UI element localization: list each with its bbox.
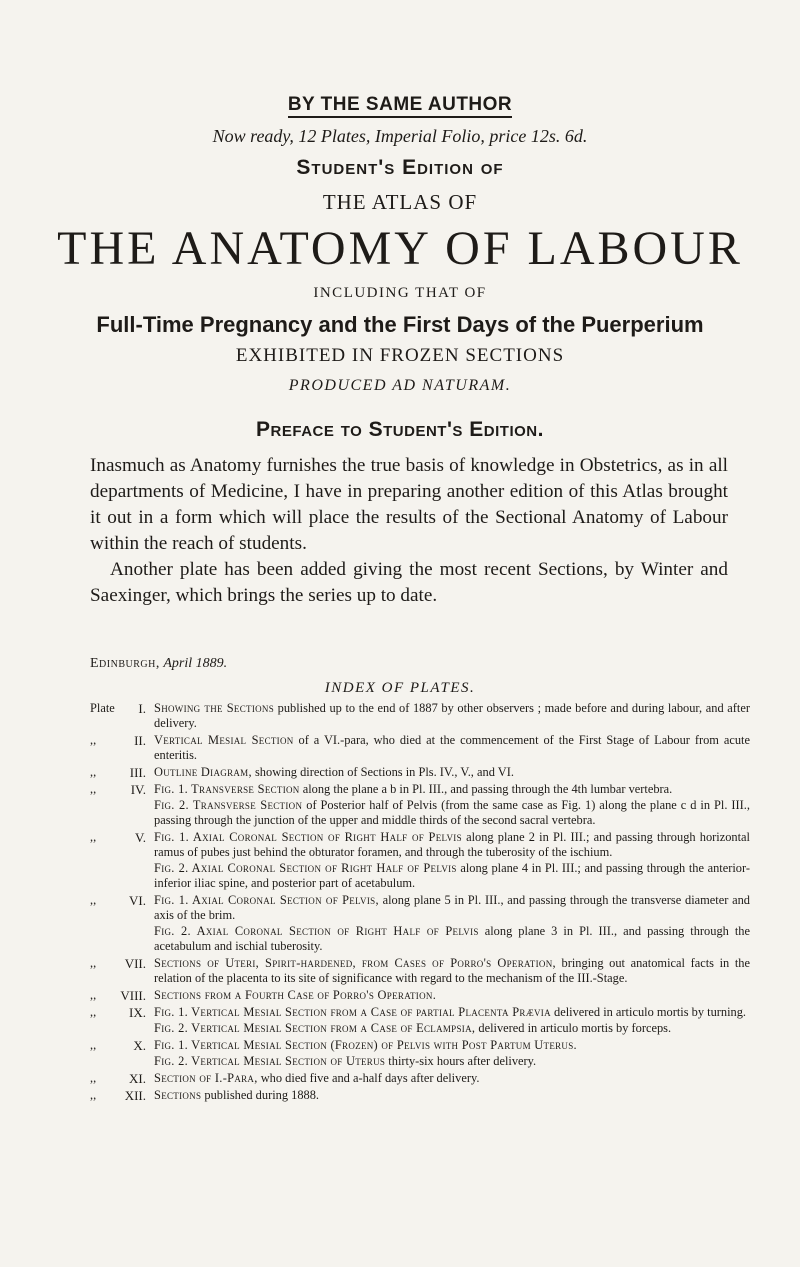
subtitle: Full-Time Pregnancy and the First Days of the Puerperium [96,312,704,337]
preface-body [90,453,728,609]
plate-entry [90,1005,750,1036]
plate-figure [154,1005,750,1020]
plate-description [154,830,750,891]
plate-figure [154,924,750,954]
plate-figure [154,1038,750,1053]
plate-number: VIII. [120,988,146,1003]
plate-number: X. [133,1038,146,1053]
plate-description [154,956,750,986]
plate-entry [90,1088,750,1103]
plate-number: VI. [129,893,146,908]
figure-lead: Fig. 1. Vertical Mesial Section (Frozen) of Pelvis with Post Partum Uterus. [154,1038,577,1052]
figure-lead: Outline Diagram, [154,765,252,779]
plate-number: IV. [130,782,146,797]
plate-entry [90,988,750,1003]
figure-text: published during 1888. [201,1088,320,1102]
plate-number: I. [138,701,146,716]
figure-text: along plane 5 in Pl. III., and passing through the transverse diameter and axis of the brim. [154,893,750,922]
plate-number: IX. [129,1005,146,1020]
plate-number: II. [134,733,146,748]
figure-text: along plane 3 in Pl. III., and passing through the acetabulum and ischial tuberosity. [154,924,751,953]
plate-figure [154,1088,750,1103]
book-title: THE ANATOMY OF LABOUR [57,222,743,275]
plate-description [154,765,750,780]
figure-lead: Fig. 1. Transverse Section [154,782,300,796]
including-line: INCLUDING THAT OF [313,285,487,301]
plate-description [154,701,750,731]
figure-lead: Sections from a Fourth Case of Porro's Operation. [154,988,437,1002]
plate-figure [154,1071,750,1086]
figure-lead: Sections [154,1088,202,1102]
index-heading: INDEX OF PLATES. [324,680,476,696]
plate-figure [154,733,750,763]
plate-entry [90,733,750,763]
plate-prefix: ,, [90,733,97,747]
availability-line: Now ready, 12 Plates, Imperial Folio, price 12s. 6d. [212,126,588,146]
figure-text: delivered in articulo mortis by forceps. [475,1021,672,1035]
plate-number: XII. [124,1088,146,1103]
figure-text: published up to the end of 1887 by other observers ; made before and during labour, and after delivery. [154,701,750,730]
plate-entry [90,830,750,891]
plate-prefix: ,, [90,1071,97,1085]
figure-text: thirty-six hours after delivery. [385,1054,537,1068]
plate-entry [90,782,750,828]
figure-lead: Fig. 2. Vertical Mesial Section of Uterus [154,1054,386,1068]
figure-lead: Fig. 1. Axial Coronal Section of Pelvis, [154,893,379,907]
plate-entry [90,701,750,731]
figure-text: of Posterior half of Pelvis (from the same case as Fig. 1) along the plane c d in Pl. III., passing through the junction of the upper and middle thirds of the second sacral vertebra. [154,798,750,827]
plates-list [90,701,750,1105]
plate-figure [154,798,750,828]
preface-heading: Preface to Student's Edition. [256,418,544,441]
plate-figure [154,1021,750,1036]
figure-text: along plane 4 in Pl. III.; and passing through the anterior-inferior iliac spine, and posterior part of acetabulum. [154,861,750,890]
plate-prefix: ,, [90,956,97,970]
figure-lead: Vertical Mesial Section [154,733,294,747]
figure-lead: Fig. 2. Axial Coronal Section of Right Half of Pelvis [154,861,457,875]
plate-number: XI. [129,1071,146,1086]
plate-prefix: ,, [90,988,97,1002]
plate-figure [154,830,750,860]
figure-text: along the plane a b in Pl. III., and passing through the 4th lumbar vertebra. [299,782,673,796]
plate-entry [90,1038,750,1069]
preface-signature [90,656,227,672]
plate-entry [90,956,750,986]
figure-lead: Fig. 2. Axial Coronal Section of Right Half of Pelvis [154,924,479,938]
figure-lead: Fig. 2. Transverse Section [154,798,303,812]
figure-text: along plane 2 in Pl. III.; and passing through horizontal ramus of pubes just behind the obturator foramen, and through the tuberosity of the ischium. [154,830,750,859]
plate-prefix: ,, [90,1088,97,1102]
produced-line: PRODUCED AD NATURAM. [288,377,512,394]
plate-description [154,782,750,828]
preface-paragraph: Another plate has been added giving the most recent Sections, by Winter and Saexinger, which brings the series up to date. [90,559,728,606]
figure-lead: Sections of Uteri, Spirit-hardened, from Cases of Porro's Operation, [154,956,556,970]
signature-date: April 1889. [163,656,228,671]
plate-figure [154,1054,750,1069]
figure-text: who died five and a-half days after delivery. [257,1071,480,1085]
figure-lead: Fig. 1. Axial Coronal Section of Right Half of Pelvis [154,830,462,844]
figure-text: of a VI.-para, who died at the commencement of the First Stage of Labour from acute enteritis. [154,733,750,762]
plate-description [154,988,750,1003]
atlas-of-line: THE ATLAS OF [322,190,478,214]
by-author-heading: BY THE SAME AUTHOR [0,94,800,116]
exhibited-line: EXHIBITED IN FROZEN SECTIONS [235,345,565,366]
plate-prefix: ,, [90,782,97,796]
plate-prefix: Plate [90,701,115,715]
plate-entry [90,893,750,954]
preface-paragraph: Inasmuch as Anatomy furnishes the true basis of knowledge in Obstetrics, as in all departments of Medicine, I have in preparing another edition of this Atlas brought it out in a form which will place the results of the Sectional Anatomy of Labour within the reach of students. [90,455,728,554]
plate-figure [154,893,750,923]
figure-text: bringing out anatomical facts in the relation of the placenta to its site of significance with regard to the mechanism of the III.-Stage. [154,956,750,985]
plate-prefix: ,, [90,1005,97,1019]
plate-description [154,893,750,954]
plate-number: VII. [124,956,146,971]
plate-figure [154,988,750,1003]
figure-text: delivered in articulo mortis by turning. [550,1005,747,1019]
plate-description [154,1071,750,1086]
plate-figure [154,701,750,731]
figure-lead: Fig. 2. Vertical Mesial Section from a Case of Eclampsia, [154,1021,476,1035]
plate-entry [90,765,750,780]
plate-figure [154,861,750,891]
figure-lead: Section of I.-Para, [154,1071,258,1085]
plate-figure [154,782,750,797]
plate-description [154,1005,750,1036]
plate-figure [154,956,750,986]
plate-number: III. [129,765,146,780]
plate-prefix: ,, [90,765,97,779]
figure-text: showing direction of Sections in Pls. IV., V., and VI. [251,765,514,779]
signature-place: Edinburgh, [90,656,160,671]
students-edition-line: Student's Edition of [296,156,504,179]
plate-entry [90,1071,750,1086]
plate-description [154,1038,750,1069]
plate-prefix: ,, [90,830,97,844]
plate-prefix: ,, [90,893,97,907]
figure-lead: Showing the Sections [154,701,275,715]
plate-description [154,733,750,763]
plate-prefix: ,, [90,1038,97,1052]
figure-lead: Fig. 1. Vertical Mesial Section from a Case of partial Placenta Prævia [154,1005,551,1019]
plate-figure [154,765,750,780]
plate-number: V. [135,830,146,845]
plate-description [154,1088,750,1103]
